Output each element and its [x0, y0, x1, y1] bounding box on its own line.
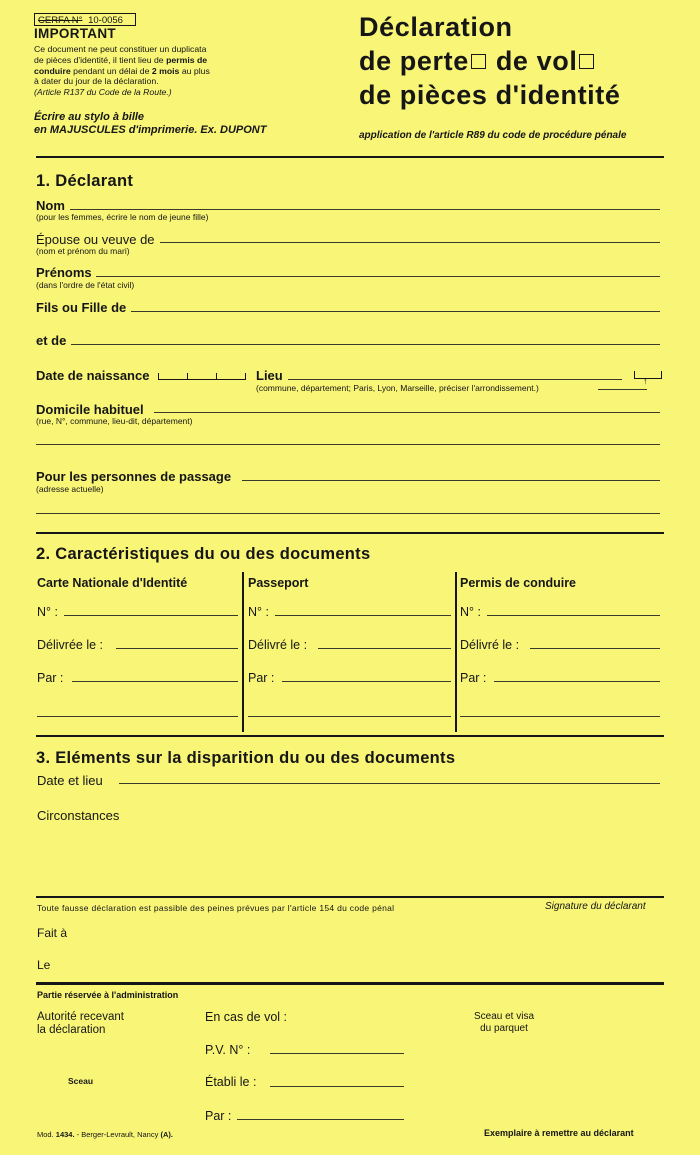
- etde-field[interactable]: [71, 344, 660, 345]
- exemplaire-label: Exemplaire à remettre au déclarant: [484, 1128, 634, 1138]
- cni-delivre-label: Délivrée le :: [37, 638, 103, 652]
- date-lieu-label: Date et lieu: [37, 773, 103, 788]
- permis-no-field[interactable]: [487, 615, 660, 616]
- cni-par-field[interactable]: [72, 681, 238, 682]
- naissance-label: Date de naissance: [36, 368, 150, 383]
- passeport-no-label: N° :: [248, 605, 269, 619]
- cerfa-label: CERFA N°: [38, 15, 83, 26]
- prenoms-field[interactable]: [96, 276, 660, 277]
- section-3-rule: [36, 896, 664, 898]
- pv-label: P.V. N° :: [205, 1043, 251, 1057]
- domicile-field[interactable]: [154, 412, 660, 413]
- passage-note: (adresse actuelle): [36, 484, 104, 494]
- domicile-field-2[interactable]: [36, 444, 660, 445]
- form-subtitle: application de l'article R89 du code de procédure pénale: [359, 130, 627, 141]
- date-tick: [187, 373, 188, 379]
- cni-par-label: Par :: [37, 671, 64, 685]
- cerfa-box: [34, 13, 136, 26]
- nom-label: Nom: [36, 198, 65, 213]
- autorite-label: Autorité recevant la déclaration: [37, 1011, 124, 1036]
- pv-field[interactable]: [270, 1053, 404, 1054]
- header-rule: [36, 156, 664, 158]
- passeport-delivre-label: Délivré le :: [248, 638, 308, 652]
- mod-reference: Mod. 1434. - Berger-Levrault, Nancy (A).: [37, 1130, 173, 1139]
- cni-no-label: N° :: [37, 605, 58, 619]
- le-label: Le: [37, 958, 51, 972]
- section-1-title: 1. Déclarant: [36, 172, 134, 190]
- vol-case-label: En cas de vol :: [205, 1010, 287, 1024]
- admin-par-label: Par :: [205, 1109, 232, 1123]
- permis-par-field-2[interactable]: [460, 716, 660, 717]
- epouse-field[interactable]: [160, 242, 660, 243]
- column-divider-2: [455, 572, 457, 732]
- passage-field-2[interactable]: [36, 513, 660, 514]
- fait-label: Fait à: [37, 926, 68, 940]
- title-line-3: de pièces d'identité: [359, 80, 621, 110]
- lieu-field[interactable]: [288, 379, 622, 380]
- notice-line-3: conduire pendant un délai de 2 mois au plus: [34, 65, 210, 76]
- date-lieu-field[interactable]: [119, 783, 660, 784]
- cni-par-field-2[interactable]: [37, 716, 238, 717]
- permis-delivre-field[interactable]: [530, 648, 660, 649]
- write-instructions: [34, 111, 266, 137]
- permis-par-label: Par :: [460, 671, 487, 685]
- epouse-label: Épouse ou veuve de: [36, 232, 155, 247]
- circonstances-label: Circonstances: [37, 808, 120, 823]
- circonstances-area[interactable]: [37, 826, 660, 892]
- arrondissement-box[interactable]: [634, 371, 662, 379]
- passeport-heading: Passeport: [248, 576, 309, 590]
- etde-label: et de: [36, 333, 67, 348]
- prenoms-note: (dans l'ordre de l'état civil): [36, 280, 135, 290]
- date-tick: [245, 373, 246, 379]
- admin-reserved-label: Partie réservée à l'administration: [37, 990, 179, 1000]
- cerfa-number: 10-0056: [88, 15, 123, 26]
- cni-heading: Carte Nationale d'Identité: [37, 576, 188, 590]
- passage-label: Pour les personnes de passage: [36, 469, 232, 484]
- section-3-title: 3. Eléments sur la disparition du ou des documents: [36, 749, 456, 767]
- notice-line-4: à dater du jour de la déclaration.: [34, 76, 159, 87]
- fait-field[interactable]: [80, 922, 330, 940]
- vol-checkbox[interactable]: [579, 54, 594, 69]
- etabli-field[interactable]: [270, 1086, 404, 1087]
- important-notice: [34, 44, 284, 98]
- prenoms-label: Prénoms: [36, 265, 92, 280]
- fils-label: Fils ou Fille de: [36, 300, 127, 315]
- lieu-label: Lieu: [256, 368, 283, 383]
- passage-field[interactable]: [242, 480, 660, 481]
- write-line-1: Écrire au stylo à bille: [34, 111, 145, 123]
- cni-delivre-field[interactable]: [116, 648, 238, 649]
- passeport-no-field[interactable]: [275, 615, 451, 616]
- permis-heading: Permis de conduire: [460, 576, 577, 590]
- section-1-rule: [36, 532, 664, 534]
- signature-area[interactable]: [470, 915, 660, 975]
- passeport-delivre-field[interactable]: [318, 648, 451, 649]
- passeport-par-label: Par :: [248, 671, 275, 685]
- false-declaration-warning: Toute fausse déclaration est passible des peines prévues par l'article 154 du code pénal: [37, 903, 395, 913]
- domicile-label: Domicile habituel: [36, 402, 144, 417]
- etabli-label: Établi le :: [205, 1075, 257, 1089]
- sceau-label: Sceau: [68, 1076, 94, 1086]
- cni-no-field[interactable]: [64, 615, 238, 616]
- sceau-visa-label: Sceau et visa du parquet: [473, 1011, 535, 1034]
- section-2-rule: [36, 735, 664, 737]
- nom-note: (pour les femmes, écrire le nom de jeune fille): [36, 212, 209, 222]
- permis-no-label: N° :: [460, 605, 481, 619]
- permis-par-field[interactable]: [494, 681, 660, 682]
- admin-par-field[interactable]: [237, 1119, 404, 1120]
- signature-label: Signature du déclarant: [545, 901, 646, 912]
- perte-checkbox[interactable]: [471, 54, 486, 69]
- notice-line-1: Ce document ne peut constituer un duplicata: [34, 44, 207, 54]
- domicile-note: (rue, N°, commune, lieu-dit, département): [36, 416, 193, 426]
- epouse-note: (nom et prénom du mari): [36, 246, 130, 256]
- le-field[interactable]: [60, 954, 310, 972]
- passeport-par-field-2[interactable]: [248, 716, 451, 717]
- footer-rule: [36, 982, 664, 985]
- section-2-title: 2. Caractéristiques du ou des documents: [36, 545, 371, 563]
- date-tick: [216, 373, 217, 379]
- nom-field[interactable]: [70, 209, 660, 210]
- lieu-arrow-line: [598, 389, 647, 390]
- naissance-date-boxes[interactable]: [158, 372, 246, 380]
- permis-delivre-label: Délivré le :: [460, 638, 520, 652]
- lieu-note: (commune, département; Paris, Lyon, Marseille, préciser l'arrondissement.): [256, 383, 539, 393]
- important-heading: IMPORTANT: [34, 26, 116, 41]
- arrow-up-icon: ↑: [643, 376, 648, 386]
- write-line-2: en MAJUSCULES d'imprimerie. Ex. DUPONT: [34, 124, 267, 136]
- title-line-1: Déclaration: [359, 12, 513, 42]
- fils-field[interactable]: [131, 311, 660, 312]
- title-line-2: de perte de vol: [359, 44, 621, 78]
- column-divider-1: [242, 572, 244, 732]
- passeport-par-field[interactable]: [282, 681, 451, 682]
- notice-line-2: de pièces d'identité, il tient lieu de permis de: [34, 54, 208, 65]
- date-tick: [158, 373, 159, 379]
- notice-line-5: (Article R137 du Code de la Route.): [34, 87, 172, 98]
- form-title: [359, 10, 621, 112]
